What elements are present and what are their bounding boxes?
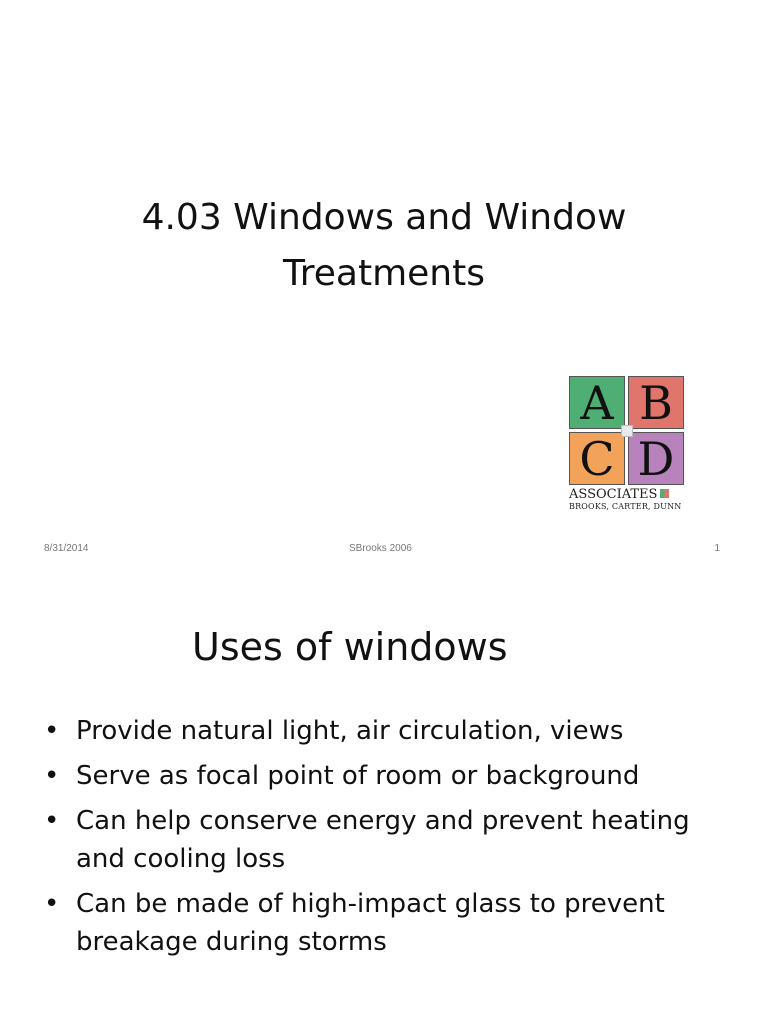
bullet-line: • Provide natural light, air circulation, views [76,716,624,746]
slide-2 [0,575,768,1024]
footer-date: 8/31/2014 [44,543,89,554]
logo-tile-c: C [569,432,625,485]
bullet-line: • Can help conserve energy and prevent heating [76,806,690,836]
title-line-2: Treatments [283,253,485,294]
bullet-item [42,885,732,961]
logo-mark-icon [660,489,669,498]
logo-center-square [621,425,633,437]
logo-letter-grid [569,376,685,486]
bullet-list [42,712,732,968]
bullet-item [42,802,732,878]
bullet-line: and cooling loss [76,844,286,874]
bullet-item [42,757,732,795]
logo-tile-a: A [569,376,625,429]
bullet-line: breakage during storms [76,927,387,957]
title-line-1: 4.03 Windows and Window [141,197,627,238]
logo-subtitle: BROOKS, CARTER, DUNN [569,502,682,511]
bullet-line: • Can be made of high-impact glass to prevent [76,889,665,919]
footer-page-number: 1 [714,543,720,554]
logo-company-name [569,488,685,502]
logo-tile-b: B [628,376,684,429]
slide-2-title: Uses of windows [192,625,508,669]
bullet-line: • Serve as focal point of room or background [76,761,640,791]
logo-name-text: ASSOCIATES [569,487,658,502]
bullet-item [42,712,732,750]
abcd-associates-logo [569,376,685,512]
logo-tile-d: D [628,432,684,485]
footer-author: SBrooks 2006 [349,543,412,554]
slide-1-title [60,190,708,302]
